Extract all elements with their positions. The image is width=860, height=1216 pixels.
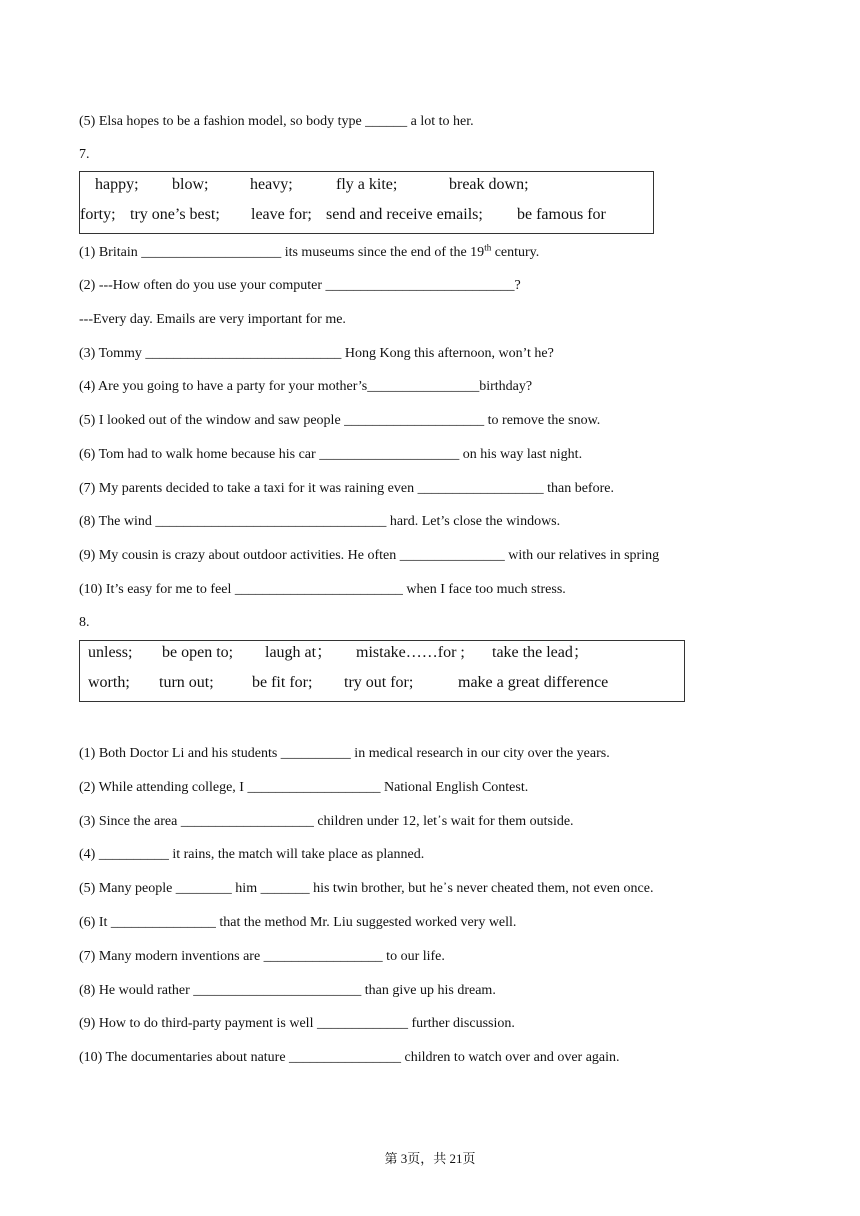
q7-item-1-post: century. (491, 245, 540, 260)
q7-item-3: (3) Tommy ____________________________ Hong Kong this afternoon, won’t he? (79, 346, 554, 361)
q8-word: be open to; (162, 644, 234, 661)
page-footer: 第 3页，共 21页 (384, 1151, 476, 1166)
q7-item-7: (7) My parents decided to take a taxi for it was raining even __________________ than before. (79, 481, 614, 496)
q7-item-9: (9) My cousin is crazy about outdoor activities. He often _______________ with our relatives in spring (79, 548, 660, 563)
q7-word: fly a kite; (336, 176, 398, 193)
q8-item-8: (8) He would rather ________________________ than give up his dream. (79, 983, 496, 998)
q8-item-10: (10) The documentaries about nature ________________ children to watch over and over again. (79, 1050, 620, 1065)
q7-word: leave for; (251, 206, 312, 223)
q7-item-2-answer: ---Every day. Emails are very important for me. (79, 312, 346, 327)
q8-word: take the lead； (492, 644, 589, 661)
q8-word: mistake……for ; (356, 644, 465, 661)
q7-number: 7. (79, 147, 90, 162)
q7-word: break down; (449, 176, 529, 193)
q7-word: heavy; (250, 176, 293, 193)
q8-word: try out for; (344, 674, 414, 691)
q7-item-1-sup: th (484, 242, 492, 253)
q7-item-10: (10) It’s easy for me to feel ________________________ when I face too much stress. (79, 582, 566, 597)
q7-word: be famous for (517, 206, 606, 223)
q7-item-6: (6) Tom had to walk home because his car ____________________ on his way last night. (79, 447, 583, 462)
q8-word: laugh at； (265, 644, 333, 661)
q8-item-1: (1) Both Doctor Li and his students __________ in medical research in our city over the years. (79, 746, 610, 761)
q8-item-7: (7) Many modern inventions are _________________ to our life. (79, 949, 445, 964)
q8-word: make a great difference (458, 674, 609, 691)
q7-word: send and receive emails; (326, 206, 483, 223)
q7-item-5: (5) I looked out of the window and saw people ____________________ to remove the snow. (79, 413, 601, 428)
q8-number: 8. (79, 615, 90, 630)
q8-item-5: (5) Many people ________ him _______ his twin brother, but he᾽s never cheated them, not even once. (79, 881, 654, 896)
q7-item-4: (4) Are you going to have a party for your mother’s________________birthday? (79, 379, 533, 394)
q7-item-1 (79, 244, 539, 262)
q7-item-8: (8) The wind _________________________________ hard. Let’s close the windows. (79, 514, 561, 529)
q8-item-9: (9) How to do third-party payment is well _____________ further discussion. (79, 1016, 515, 1031)
q8-item-4: (4) __________ it rains, the match will take place as planned. (79, 847, 425, 862)
q8-item-3: (3) Since the area ___________________ children under 12, let᾽s wait for them outside. (79, 814, 574, 829)
q8-item-6: (6) It _______________ that the method Mr. Liu suggested worked very well. (79, 915, 517, 930)
q7-word: blow; (172, 176, 209, 193)
q8-word-box (79, 640, 685, 702)
q7-item-1-pre: (1) Britain ____________________ its museums since the end of the 19 (79, 245, 485, 260)
q7-word: try one’s best; (130, 206, 220, 223)
q6-item-5: (5) Elsa hopes to be a fashion model, so body type ______ a lot to her. (79, 114, 474, 129)
q8-word: worth; (88, 674, 130, 691)
q8-word: unless; (88, 644, 133, 661)
q8-word: be fit for; (252, 674, 313, 691)
q7-word-box (79, 171, 654, 234)
q7-word: forty; (80, 206, 116, 223)
q8-word: turn out; (159, 674, 214, 691)
q7-item-2: (2) ---How often do you use your computer ___________________________? (79, 278, 521, 293)
q8-item-2: (2) While attending college, I ___________________ National English Contest. (79, 780, 529, 795)
q7-word: happy; (95, 176, 139, 193)
